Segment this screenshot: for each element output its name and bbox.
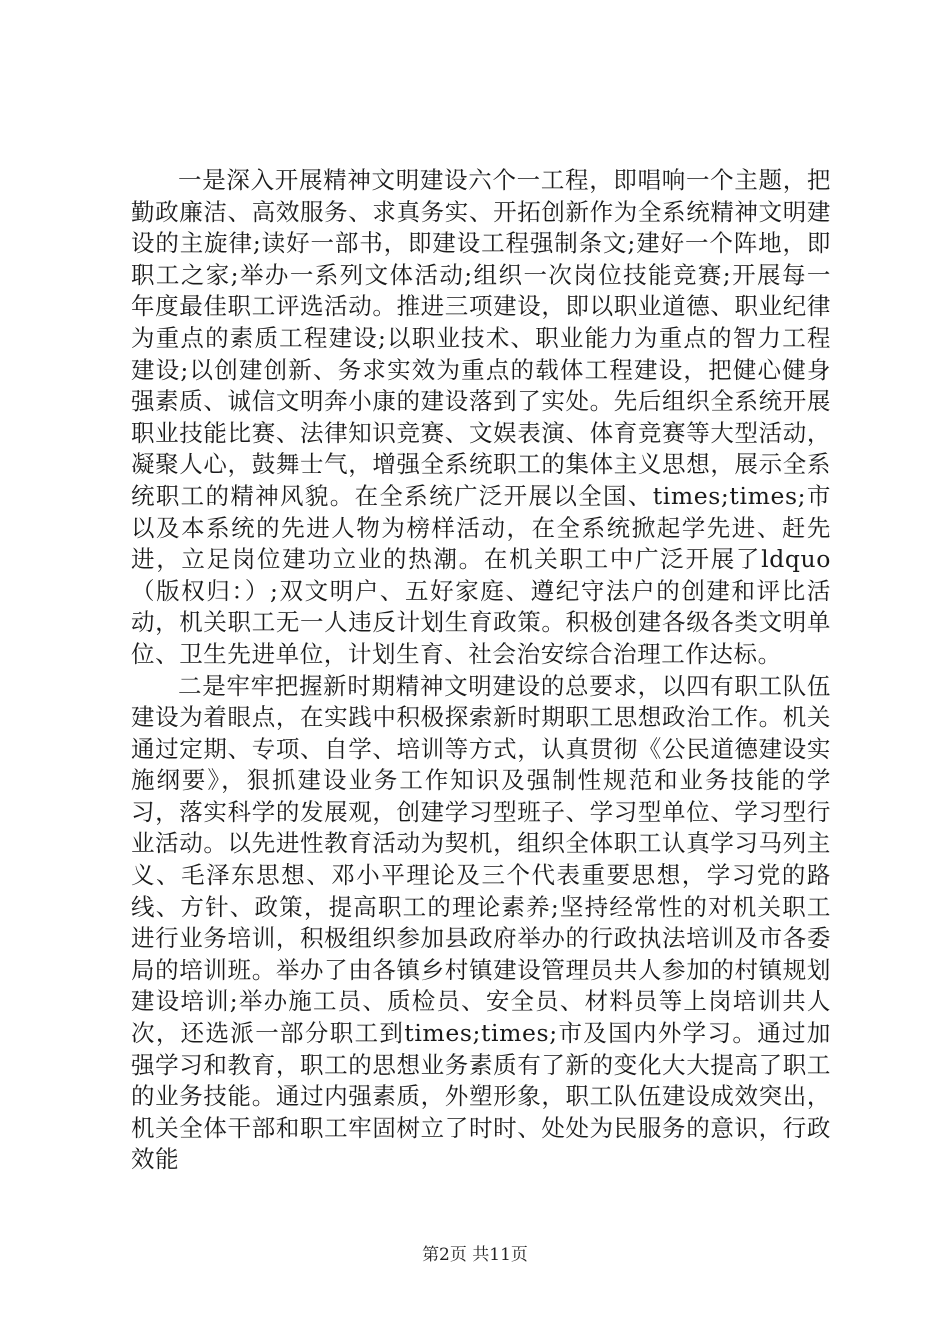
page-number-footer: 第2页 共11页: [422, 1245, 528, 1265]
paragraph-1: 一是深入开展精神文明建设六个一工程，即唱响一个主题，把勤政廉洁、高效服务、求真务实、开拓创新作为全系统精神文明建设的主旋律;读好一部书，即建设工程强制条文;建好一个阵地，即职工之家;举办一系列文体活动;组织一次岗位技能竞赛;开展每一年度最佳职工评选活动。推进三项建设，即以职业道德、职业纪律为重点的素质工程建设;以职业技术、职业能力为重点的智力工程建设;以创建创新、务求实效为重点的载体工程建设，把健心健身强素质、诚信文明奔小康的建设落到了实处。先后组织全系统开展职业技能比赛、法律知识竞赛、文娱表演、体育竞赛等大型活动，凝聚人心，鼓舞士气，增强全系统职工的集体主义思想，展示全系统职工的精神风貌。在全系统广泛开展以全国、times;times;市以及本系统的先进人物为榜样活动，在全系统掀起学先进、赶先进，立足岗位建功立业的热潮。在机关职工中广泛开展了ldquo（版权归：）;双文明户、五好家庭、遵纪守法户的创建和评比活动，机关职工无一人违反计划生育政策。积极创建各级各类文明单位、卫生先进单位，计划生育、社会治安综合治理工作达标。: [131, 166, 831, 668]
paragraph-2: 二是牢牢把握新时期精神文明建设的总要求，以四有职工队伍建设为着眼点，在实践中积极探索新时期职工思想政治工作。机关通过定期、专项、自学、培训等方式，认真贯彻《公民道德建设实施纲要》，狠抓建设业务工作知识及强制性规范和业务技能的学习，落实科学的发展观，创建学习型班子、学习型单位、学习型行业活动。以先进性教育活动为契机，组织全体职工认真学习马列主义、毛泽东思想、邓小平理论及三个代表重要思想，学习党的路线、方针、政策，提高职工的理论素养;坚持经常性的对机关职工进行业务培训，积极组织参加县政府举办的行政执法培训及市各委局的培训班。举办了由各镇乡村镇建设管理员共人参加的村镇规划建设培训;举办施工员、质检员、安全员、材料员等上岗培训共人次，还选派一部分职工到times;times;市及国内外学习。通过加强学习和教育，职工的思想业务素质有了新的变化大大提高了职工的业务技能。通过内强素质，外塑形象，职工队伍建设成效突出，机关全体干部和职工牢固树立了时时、处处为民服务的意识，行政效能: [131, 671, 831, 1174]
document-body: [131, 165, 831, 1176]
